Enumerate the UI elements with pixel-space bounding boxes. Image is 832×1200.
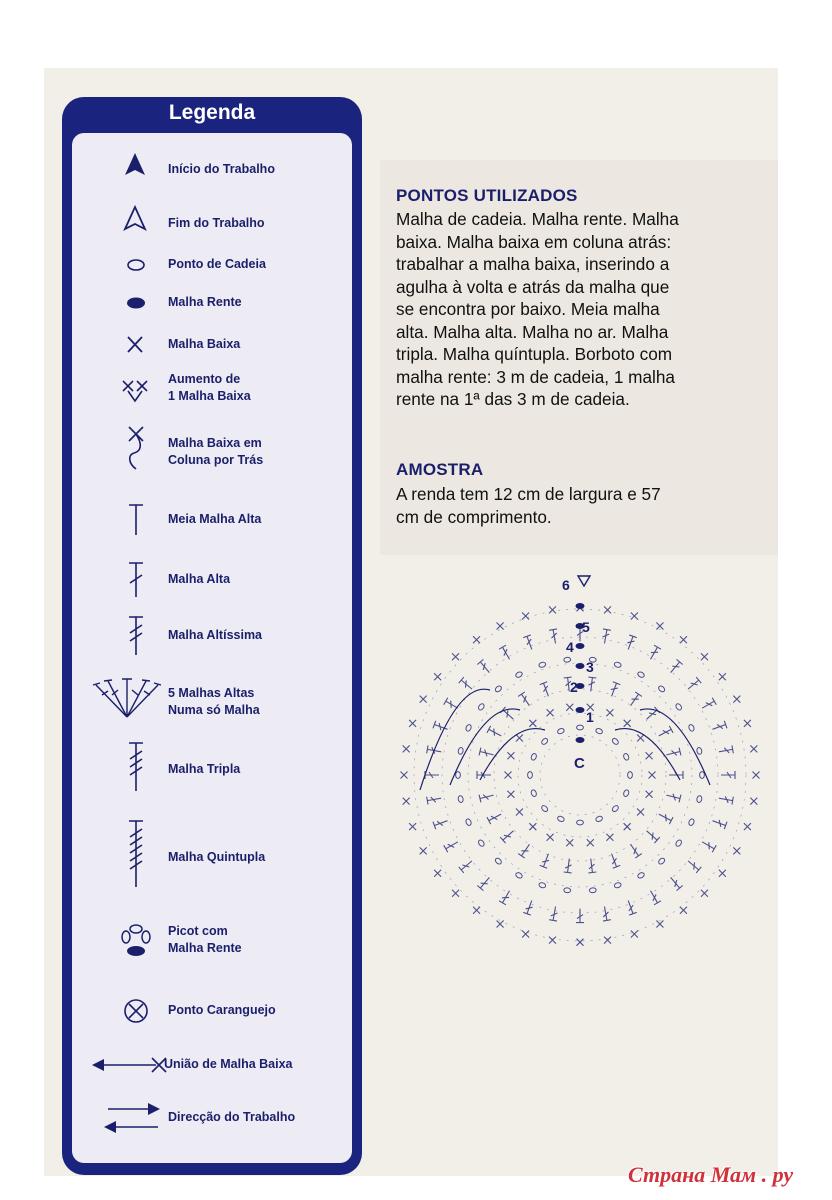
t-three-slash-icon [112, 739, 160, 799]
legend-label: Picot com Malha Rente [168, 924, 242, 955]
crochet-chart [380, 570, 780, 960]
round-label-2: 2 [570, 679, 578, 695]
legend-list [72, 133, 352, 1163]
legend-label: Ponto Caranguejo [168, 1003, 276, 1017]
picot-icon [112, 917, 160, 977]
x-hook-icon [112, 421, 160, 481]
double-x-icon [112, 367, 160, 427]
double-arrow-icon [100, 1095, 164, 1155]
legend-title: Legenda [168, 101, 256, 124]
legend-label: Fim do Trabalho [168, 216, 265, 230]
round-label-6: 6 [562, 577, 570, 593]
legend-label: Malha Rente [168, 295, 242, 309]
round-label-1: 1 [586, 709, 594, 725]
legend-label: 5 Malhas Altas Numa só Malha [168, 686, 260, 717]
t-two-slash-icon [112, 611, 160, 671]
t-one-slash-icon [112, 557, 160, 617]
legend-label: Ponto de Cadeia [168, 257, 266, 271]
amostra-text: A renda tem 12 cm de largura e 57 cm de comprimento. [396, 484, 661, 527]
amostra-heading: AMOSTRA [396, 460, 484, 479]
pontos-heading: PONTOS UTILIZADOS [396, 186, 578, 205]
legend-label: Malha Alta [168, 572, 231, 586]
t-five-slash-icon [112, 817, 160, 877]
legend-panel [62, 97, 362, 1175]
legend-label: Meia Malha Alta [168, 512, 262, 526]
legend-label: Malha Quintupla [168, 850, 266, 864]
end-triangle [578, 576, 590, 586]
legend-label: Malha Altíssima [168, 628, 263, 642]
filled-triangle-icon [112, 145, 160, 205]
legend-label: Início do Trabalho [168, 162, 275, 176]
legend-label: Malha Baixa [168, 337, 241, 351]
round-label-3: 3 [586, 659, 594, 675]
legend-label: Malha Baixa em Coluna por Trás [168, 436, 264, 467]
t-icon [112, 497, 160, 557]
circle-x-icon [112, 991, 160, 1051]
watermark: Страна Мам . ру [628, 1162, 794, 1187]
round-label-5: 5 [582, 619, 590, 635]
legend-label: Aumento de 1 Malha Baixa [168, 372, 251, 403]
legend-label: Direcção do Trabalho [168, 1110, 296, 1124]
round-label-c: C [574, 755, 585, 772]
fan-icon [92, 673, 162, 733]
legend-label: União de Malha Baixa [164, 1057, 293, 1071]
legend-label: Malha Tripla [168, 762, 241, 776]
round-label-4: 4 [566, 639, 574, 655]
pontos-text: Malha de cadeia. Malha rente. Malha baixa. Malha baixa em coluna atrás: trabalhar a malha baixa, inserindo a agulha à volta e atrás da malha que se encontra por baixo. Meia malha alta. Malha alta. Malha no ar. Malha tripla. Malha quíntupla. Borboto com malha rente: 3 m de cadeia, 1 malha rente na 1ª das 3 m de cadeia. [396, 209, 679, 409]
stitch-rings [401, 603, 760, 946]
